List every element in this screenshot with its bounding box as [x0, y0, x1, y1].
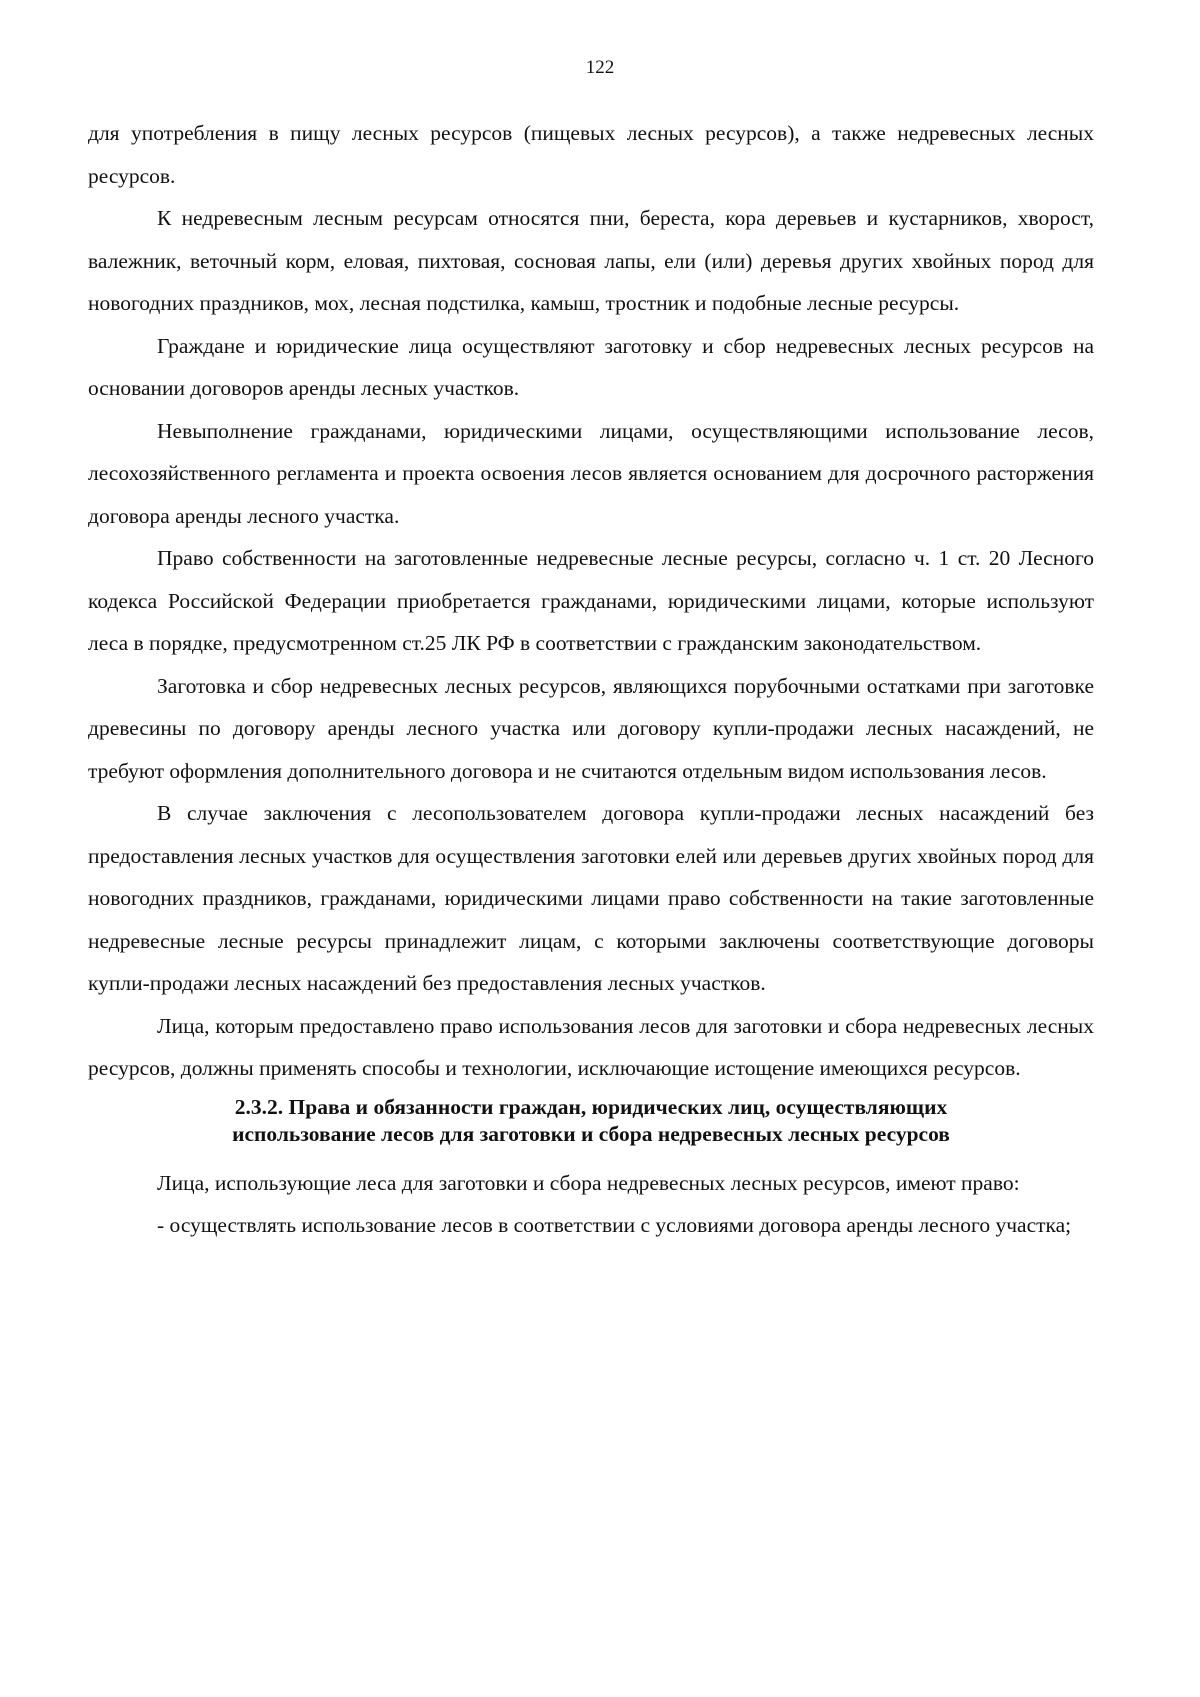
paragraph-methods-technologies: Лица, которым предоставлено право использования лесов для заготовки и сбора недревесных лесных ресурсов, должны применять способы и технологии, исключающие истощение имеющихся ресурсов. — [88, 1013, 1094, 1080]
paragraph-sale-purchase-contract: В случае заключения с лесопользователем договора купли-продажи лесных насаждений без предоставления лесных участков для осуществления заготовки елей или деревьев других хвойных пород для новогодних праздников, гражданами, юридическими лицами право собственности на такие заготовленные недревесные лесные ресурсы принадлежит лицам, с которыми заключены соответствующие договоры купли-продажи лесных насаждений без предоставления лесных участков. — [88, 801, 1094, 995]
section-heading-line-1: 2.3.2. Права и обязанности граждан, юридических лиц, осуществляющих — [234, 1094, 948, 1119]
paragraph-ownership-right: Право собственности на заготовленные недревесные лесные ресурсы, согласно ч. 1 ст. 20 Лесного кодекса Российской Федерации приобретается гражданами, юридическими лицами, которые используют леса в порядке, предусмотренном ст.25 ЛК РФ в соответствии с гражданским законодательством. — [88, 546, 1094, 655]
section-heading-line-2: использование лесов для заготовки и сбора недревесных лесных ресурсов — [232, 1121, 950, 1146]
page-number: 122 — [585, 57, 615, 78]
paragraph-non-wood-resources-list: К недревесным лесным ресурсам относятся пни, береста, кора деревьев и кустарников, хворост, валежник, веточный корм, еловая, пихтовая, сосновая лапы, ели (или) деревья других хвойных пород для новогодних праздников, мох, лесная подстилка, камыш, тростник и подобные лесные ресурсы. — [88, 206, 1094, 315]
paragraph-logging-residues: Заготовка и сбор недревесных лесных ресурсов, являющихся порубочными остатками при заготовке древесины по договору аренды лесного участка или договору купли-продажи лесных насаждений, не требуют оформления дополнительного договора и не считаются отдельным видом использования лесов. — [88, 673, 1094, 783]
paragraph-lease-basis: Граждане и юридические лица осуществляют заготовку и сбор недревесных лесных ресурсов на основании договоров аренды лесных участков. — [88, 333, 1094, 400]
section-heading — [88, 1094, 1094, 1148]
paragraph-non-compliance: Невыполнение гражданами, юридическими лицами, осуществляющими использование лесов, лесохозяйственного регламента и проекта освоения лесов является основанием для досрочного расторжения договора аренды лесного участка. — [88, 418, 1094, 528]
page-body — [88, 112, 1094, 1247]
paragraph-rights-intro: Лица, использующие леса для заготовки и сбора недревесных лесных ресурсов, имеют право: — [157, 1170, 1020, 1195]
paragraph-continuation: для употребления в пищу лесных ресурсов (пищевых лесных ресурсов), а также недревесных лесных ресурсов. — [88, 121, 1094, 188]
list-item-right-use-forests: - осуществлять использование лесов в соответствии с условиями договора аренды лесного участка; — [157, 1213, 1072, 1237]
